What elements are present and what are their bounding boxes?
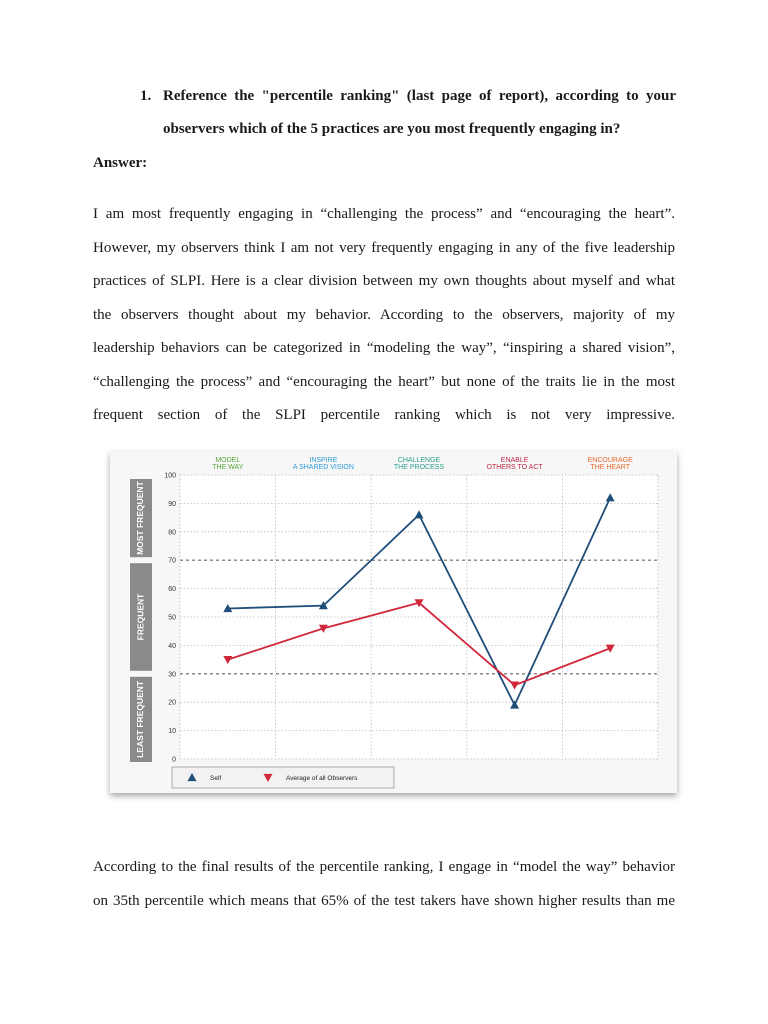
paragraph-line: the observers thought about my behavior. According to the observers, majority of my [93, 306, 675, 323]
legend-label: Average of all Observers [286, 775, 358, 782]
results-paragraph [93, 850, 675, 918]
category-label: ENABLE [500, 457, 529, 464]
y-tick-label: 90 [168, 500, 176, 508]
paragraph-line: frequent section of the SLPI percentile ranking which is not very impressive. [93, 407, 675, 423]
question-text-line-1: Reference the "percentile ranking" (last page of report), according to your [163, 88, 676, 104]
question-text-line-2: observers which of the 5 practices are you most frequently engaging in? [163, 121, 621, 137]
category-label: OTHERS TO ACT [486, 464, 543, 471]
y-tick-label: 30 [168, 671, 176, 679]
question-number: 1. [140, 88, 152, 104]
y-tick-label: 80 [168, 529, 176, 537]
y-tick-label: 10 [168, 728, 176, 736]
paragraph-line: leadership behaviors can be categorized in “modeling the way”, “inspiring a shared vision”, [93, 340, 675, 356]
category-label: THE WAY [212, 464, 244, 471]
paragraph-line: According to the final results of the percentile ranking, I engage in “model the way” behavior [93, 859, 675, 875]
category-label: CHALLENGE [397, 457, 441, 464]
category-label: ENCOURAGE [587, 457, 633, 464]
paragraph-line: However, my observers think I am not very frequently engaging in any of the five leadership [93, 239, 675, 256]
y-tick-label: 60 [168, 586, 176, 594]
legend-label: Self [210, 775, 222, 782]
category-label: A SHARED VISION [292, 464, 354, 471]
zone-label: FREQUENT [135, 593, 146, 641]
chart-svg [110, 451, 677, 793]
category-label: MODEL [215, 457, 241, 464]
y-tick-label: 0 [172, 756, 176, 764]
category-label: INSPIRE [309, 457, 338, 464]
percentile-ranking-chart [110, 451, 677, 793]
zone-label: MOST FREQUENT [135, 481, 146, 555]
zone-label: LEAST FREQUENT [135, 680, 146, 758]
category-label: THE HEART [590, 464, 630, 471]
answer-label: Answer: [93, 155, 148, 171]
y-tick-label: 20 [168, 699, 176, 707]
category-label: THE PROCESS [393, 464, 445, 471]
y-tick-label: 100 [164, 472, 176, 480]
legend-box [172, 767, 394, 788]
y-tick-label: 50 [168, 614, 176, 622]
paragraph-line: practices of SLPI. Here is a clear division between my own thoughts about myself and what [93, 273, 675, 289]
paragraph-line: I am most frequently engaging in “challenging the process” and “encouraging the heart”. [93, 206, 675, 222]
y-tick-label: 40 [168, 642, 176, 650]
answer-paragraph [93, 198, 675, 433]
paragraph-line: “challenging the process” and “encouraging the heart” but none of the traits lie in the most [93, 373, 675, 390]
paragraph-line: on 35th percentile which means that 65% of the test takers have shown higher results than me [93, 893, 675, 909]
y-tick-label: 70 [168, 557, 176, 565]
